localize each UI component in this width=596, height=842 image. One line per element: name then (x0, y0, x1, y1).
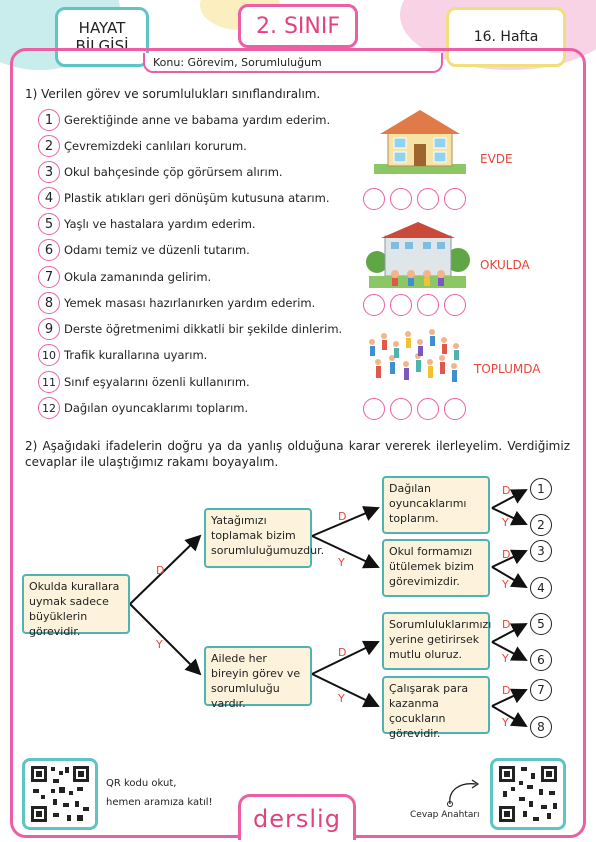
item-number: 3 (38, 161, 60, 183)
label-false: Y (502, 716, 509, 729)
item-text: Sınıf eşyalarını özenli kullanırım. (64, 375, 250, 389)
qr-code-answer-key[interactable] (490, 758, 566, 830)
item-text: Okul bahçesinde çöp görürsem alırım. (64, 165, 283, 179)
label-false: Y (338, 692, 345, 705)
item-number: 7 (38, 266, 60, 288)
label-false: Y (502, 516, 509, 529)
qr-code-join[interactable] (22, 758, 98, 830)
item-text: Derste öğretmenimi dikkatli bir şekilde dinlerim. (64, 322, 343, 336)
label-false: Y (502, 652, 509, 665)
grade-label: 2. SINIF (255, 13, 341, 39)
outcome-circle[interactable]: 5 (530, 613, 552, 635)
label-false: Y (156, 638, 163, 651)
label-false: Y (338, 556, 345, 569)
outcome-circle[interactable]: 6 (530, 649, 552, 671)
tree-node-3b: Okul formamızı ütülemek bizim görevimizdir. (382, 539, 490, 597)
topic-label: Konu: Görevim, Sorumluluğum (153, 55, 322, 69)
curved-arrow-icon (444, 776, 484, 808)
item-text: Plastik atıkları geri dönüşüm kutusuna atarım. (64, 191, 330, 205)
label-true: D (338, 646, 347, 659)
item-number: 1 (38, 109, 60, 131)
question-1: 1) Verilen görev ve sorumlulukları sınıflandıralım. (25, 87, 321, 101)
outcome-circle[interactable]: 4 (530, 577, 552, 599)
item-text: Gerektiğinde anne ve babama yardım ederim. (64, 113, 331, 127)
answer-key-label: Cevap Anahtarı (410, 810, 480, 820)
outcome-circle[interactable]: 2 (530, 514, 552, 536)
item-number: 2 (38, 135, 60, 157)
tree-node-2a: Yatağımızı toplamak bizim sorumluluğumuzdur. (204, 508, 312, 568)
item-number: 9 (38, 318, 60, 340)
item-number: 10 (38, 344, 60, 366)
item-text: Çevremizdeki canlıları korurum. (64, 139, 247, 153)
label-true: D (502, 618, 511, 631)
item-text: Yaşlı ve hastalara yardım ederim. (64, 217, 256, 231)
tree-node-2b: Ailede her bireyin görev ve sorumluluğu vardır. (204, 646, 312, 706)
item-number: 4 (38, 187, 60, 209)
item-number: 11 (38, 371, 60, 393)
outcome-circle[interactable]: 7 (530, 679, 552, 701)
category-okulda: OKULDA (480, 258, 530, 272)
category-toplumda: TOPLUMDA (474, 362, 541, 376)
tree-node-3d: Çalışarak para kazanma çocukların görevidir. (382, 676, 490, 734)
subject-line1: HAYAT (78, 19, 126, 37)
item-number: 8 (38, 292, 60, 314)
item-text: Dağılan oyuncaklarımı toplarım. (64, 401, 249, 415)
qr-text-line1: QR kodu okut, (106, 778, 177, 789)
outcome-circle[interactable]: 1 (530, 478, 552, 500)
week-label: 16. Hafta (473, 29, 539, 45)
qr-code-icon (493, 761, 563, 827)
label-true: D (156, 564, 165, 577)
label-true: D (502, 548, 511, 561)
label-true: D (502, 484, 511, 497)
tree-node-3c: Sorumluluklarımızı yerine getirirsek mutlu oluruz. (382, 612, 490, 670)
category-evde: EVDE (480, 152, 513, 166)
tree-root: Okulda kurallara uymak sadece büyüklerin görevidir. (22, 574, 130, 634)
item-number: 6 (38, 239, 60, 261)
tree-node-3a: Dağılan oyuncaklarımı toplarım. (382, 476, 490, 534)
outcome-circle[interactable]: 8 (530, 716, 552, 738)
question-2: 2) Aşağıdaki ifadelerin doğru ya da yanlış olduğuna karar vererek ilerleyelim. Verdiğimiz cevaplar ile ulaştığımız rakamı boyayalım. (25, 439, 570, 469)
item-text: Odamı temiz ve düzenli tutarım. (64, 243, 250, 257)
item-text: Yemek masası hazırlanırken yardım ederim. (64, 296, 316, 310)
qr-code-icon (25, 761, 95, 827)
label-false: Y (502, 578, 509, 591)
item-number: 12 (38, 397, 60, 419)
brand-logo: derslig (253, 804, 341, 833)
item-number: 5 (38, 213, 60, 235)
label-true: D (338, 510, 347, 523)
label-true: D (502, 684, 511, 697)
brand-box (238, 794, 356, 840)
subject-line2: BİLGİSİ (75, 37, 129, 55)
item-text: Trafik kurallarına uyarım. (64, 348, 208, 362)
item-text: Okula zamanında gelirim. (64, 270, 212, 284)
outcome-circle[interactable]: 3 (530, 540, 552, 562)
qr-text-line2: hemen aramıza katıl! (106, 797, 213, 808)
